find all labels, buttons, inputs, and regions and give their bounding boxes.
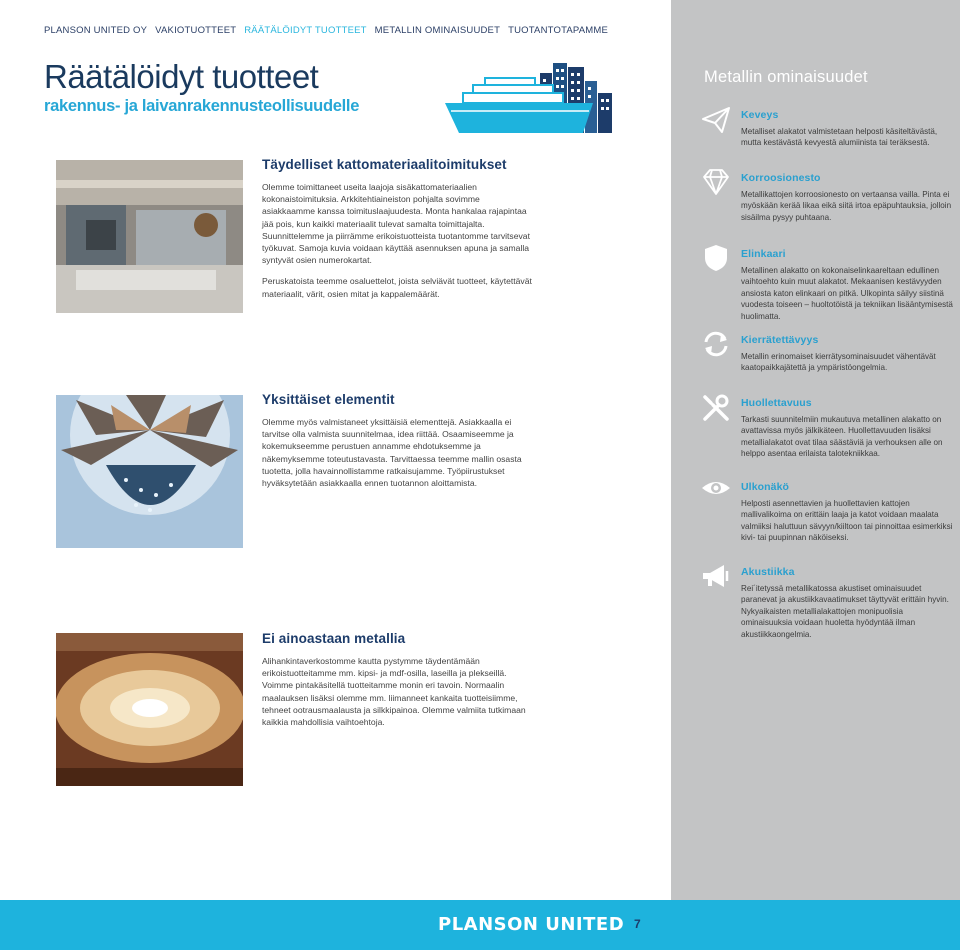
property-text: Metallin erinomaiset kierrätysominaisuudet vähentävät kaatopaikkajätettä ja ympäristöongelmia. xyxy=(741,352,936,373)
property-elinkaari xyxy=(741,248,956,322)
nav-item-metallin-ominaisuudet[interactable]: METALLIN OMINAISUUDET xyxy=(374,25,501,36)
brand-logo-text: PLANSON UNITED xyxy=(438,914,625,935)
nav-item-vakiotuotteet[interactable]: VAKIOTUOTTEET xyxy=(155,25,237,36)
section-not-only-metal xyxy=(262,631,532,737)
property-text: Tarkasti suunnitelmiin mukautuva metallinen alakatto on avattavissa myös jälkikäteen. Huollettavuuden lisäksi metallialakatot ovat tilaa säästäviä ja verhouksen alle on helppo asentaa erilaista talotekniikkaa. xyxy=(741,415,943,459)
sidebar-title: Metallin ominaisuudet xyxy=(704,68,868,86)
section-heading: Ei ainoastaan metallia xyxy=(262,631,406,646)
paper-plane-icon xyxy=(700,104,732,136)
property-keveys xyxy=(741,109,956,149)
nav-item-tuotantotapamme[interactable]: TUOTANTOTAPAMME xyxy=(508,25,609,36)
dome-ceiling-photo xyxy=(56,633,243,786)
diamond-icon xyxy=(700,166,732,198)
property-text: Metalliset alakatot valmistetaan helposti käsiteltävästä, mutta kestävästä kevyestä alumiinista tai teräksestä. xyxy=(741,127,938,148)
recycle-icon xyxy=(700,328,732,360)
section-heading: Yksittäiset elementit xyxy=(262,392,395,407)
property-name: Elinkaari xyxy=(741,248,786,260)
property-text: Helposti asennettavien ja huollettavien kattojen mallivalikoima on erittäin laaja ja katot voidaan maalata valmiiksi haluttuun sävyyn/kiiltoon tai pinnoittaa esimerkiksi kivi- tai puupinnan näköiseksi. xyxy=(741,499,953,543)
eye-icon xyxy=(700,472,732,504)
property-name: Korroosionesto xyxy=(741,172,821,184)
section-individual-elements xyxy=(262,392,532,498)
property-name: Huollettavuus xyxy=(741,397,812,409)
property-korroosionesto xyxy=(741,172,956,223)
property-akustiikka xyxy=(741,566,956,640)
tools-icon xyxy=(700,392,732,424)
section-paragraph: Peruskatoista teemme osaluettelot, joista selviävät tuotteet, käytettävät materiaalit, värit, osien mitat ja kappalemäärät. xyxy=(262,276,532,299)
property-text: Metallikattojen korroosionesto on vertaansa vailla. Pinta ei myöskään kerää likaa eikä siitä irtoa epäpuhtauksia, jolloin sisäilma pysyy puhtaana. xyxy=(741,190,952,222)
page-number: 7 xyxy=(634,917,641,931)
property-name: Keveys xyxy=(741,109,779,121)
page-title: Räätälöidyt tuotteet xyxy=(44,58,319,95)
kitchen-ceiling-photo xyxy=(56,160,243,313)
property-name: Akustiikka xyxy=(741,566,795,578)
section-paragraph: Olemme myös valmistaneet yksittäisiä elementtejä. Asiakkaalla ei tarvitse olla valmista suunnitelmaa, idea riittää. Osaamiseemme ja kokemukseemme perustuen annamme ehdotuksemme ja näkemyksemme toteutustavasta. Tarvittaessa teemme mallin osasta tuotetta, jolla havainnollistamme ratkaisujamme. Työpiirustukset hyväksytetään asiakkaalla ennen tuotannon aloittamista. xyxy=(262,417,522,489)
shield-icon xyxy=(700,242,732,274)
property-kierratettavyys xyxy=(741,334,956,374)
property-huollettavuus xyxy=(741,397,956,460)
section-paragraph: Alihankintaverkostomme kautta pystymme täydentämään erikoistuotteitamme mm. kipsi- ja mdf-osilla, laseilla ja plekseillä. Voimme pintakäsitellä tuotteitamme monin eri tavoin. Normaalin maalauksen lisäksi olemme mm. liimanneet kankaita tuotteisiimme, tehneet ootrausmaalausta ja silkkipainoa. Olemme valmiita tutkimaan kaikkia mahdollisia vaihtoehtoja. xyxy=(262,656,526,728)
top-navigation xyxy=(44,25,608,36)
megaphone-icon xyxy=(700,560,732,592)
section-paragraph: Olemme toimittaneet useita laajoja sisäkattomateriaalien kokonaistoimituksia. Arkkitehtiaineiston pohjalta sovimme asiakkaamme kanssa toimituslaajuudesta. Monta hankalaa rajapintaa jää pois, kun kaikki materiaalit tulevat samalta toimittajalta. Suunnittelemme ja piirrämme erikoistuotteista tuotantomme tarvitsevat työkuvat. Samoja kuvia voidaan käyttää asennuksen apuna ja samalla syntyvät osien numerokartat. xyxy=(262,182,530,266)
section-complete-deliveries xyxy=(262,157,532,309)
property-name: Kierrätettävyys xyxy=(741,334,819,346)
property-ulkonako xyxy=(741,481,956,544)
section-heading: Täydelliset kattomateriaalitoimitukset xyxy=(262,157,507,172)
property-text: Rei´itetyssä metallikatossa akustiset ominaisuudet paranevat ja akustiikkavaatimukset täyttyvät erittäin hyvin. Nykyaikaisten metallialakattojen monipuolisia ominaisuuksia voidaan huoletta hyödyntää ilman akustiikkaongelmia. xyxy=(741,584,949,639)
ship-city-illustration xyxy=(445,63,615,139)
nav-item-raataloidyt-tuotteet[interactable]: RÄÄTÄLÖIDYT TUOTTEET xyxy=(244,25,367,36)
property-text: Metallinen alakatto on kokonaiselinkaareltaan edullinen vaihtoehto kuin muut alakatot. Mekaanisen kestävyyden ansiosta katon elinkaari on pitkä. Ulkopinta säilyy siistinä vuodesta toiseen – huoltotöistä ja tekniikan lisääntymisestä huolimatta. xyxy=(741,266,953,321)
chandelier-photo xyxy=(56,395,243,548)
property-name: Ulkonäkö xyxy=(741,481,790,493)
page-subtitle: rakennus- ja laivanrakennusteollisuudelle xyxy=(44,97,360,115)
nav-item-planson-united[interactable]: PLANSON UNITED OY xyxy=(44,25,148,36)
